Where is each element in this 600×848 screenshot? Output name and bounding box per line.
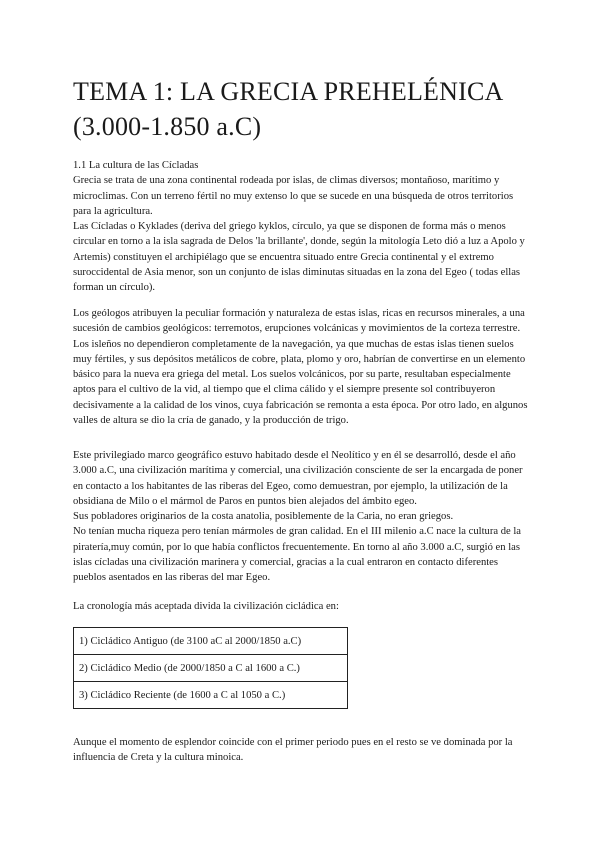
chronology-table: [73, 627, 348, 709]
paragraph: Sus pobladores originarios de la costa anatolia, posiblemente de la Caria, no eran griegos.: [73, 511, 454, 523]
table-cell: 3) Cicládico Reciente (de 1600 a C al 1050 a C.): [74, 682, 348, 709]
paragraph: Las Cícladas o Kyklades (deriva del griego kyklos, círculo, ya que se disponen de forma más o menos circular en torno a la isla sagrada de Delos 'la brillante', donde, según la mitología Leto dió a luz a Apolo y Artemis) constituyen el archipiélago que se encuentra situado entre Grecia continental y el extremo suroccidental de Asia menor, son un conjunto de islas diminutas situadas en la zona del Egeo ( todas ellas forman un círculo).: [73, 221, 525, 294]
page-title: TEMA 1: LA GRECIA PREHELÉNICA (3.000-1.850 a.C): [73, 77, 503, 141]
table-row: [74, 628, 348, 655]
geology-block: [73, 306, 531, 428]
table-cell: 2) Cicládico Medio (de 2000/1850 a C al 1600 a C.): [74, 655, 348, 682]
history-block: [73, 448, 531, 586]
table-row: [74, 682, 348, 709]
paragraph: Este privilegiado marco geográfico estuvo habitado desde el Neolítico y en él se desarrolló, desde el año 3.000 a.C, una civilización marítima y comercial, una civilización consciente de ser la encargada de poner en contacto a los habitantes de las riberas del Egeo, como demuestran, por ejemplo, la utilización de la obsidiana de Milo o el mármol de Paros en puntos bien alejados del ámbito egeo.: [73, 450, 523, 507]
closing-block: [73, 735, 531, 766]
paragraph: Aunque el momento de esplendor coincide con el primer periodo pues en el resto se ve dominada por la influencia de Creta y la cultura minoica.: [73, 737, 513, 764]
table-row: [74, 655, 348, 682]
paragraph: Los geólogos atribuyen la peculiar formación y naturaleza de estas islas, ricas en recursos minerales, a una sucesión de cambios geológicos: terremotos, erupciones volcánicas y movimientos de la corteza terrestre. Los isleños no dependieron completamente de la navegación, ya que muchas de estas islas tienen suelos muy fértiles, y sus depósitos metálicos de cobre, plata, plomo y oro, habrían de convertirse en un elemento básico para la nueva era griega del metal. Los suelos volcánicos, por su parte, resultaban especialmente aptos para el cultivo de la vid, al tiempo que el clima cálido y el siempre presente sol contribuyeron decisivamente a la calidad de los vinos, cuya fabricación se remonta a esta época. Por otro lado, en algunos valles de altura se dio la cría de ganado, y la producción de trigo.: [73, 308, 528, 427]
intro-block: [73, 158, 531, 296]
table-cell: 1) Cicládico Antiguo (de 3100 aC al 2000/1850 a.C): [74, 628, 348, 655]
paragraph: No tenían mucha riqueza pero tenían mármoles de gran calidad. En el III milenio a.C nace la cultura de la piratería,muy común, por lo que había conflictos frecuentemente. En torno al año 3.000 a.C, surgió en las islas cícladas una civilización marinera y comercial, gracias a la cual entraron en contacto diferentes pueblos asentados en las riberas del mar Egeo.: [73, 526, 521, 584]
paragraph: La cronología más aceptada divida la civilización cicládica en:: [73, 601, 339, 612]
section-heading: 1.1 La cultura de las Cícladas: [73, 160, 199, 171]
chronology-intro: [73, 599, 531, 614]
paragraph: Grecia se trata de una zona continental rodeada por islas, de climas diversos; montañoso, marítimo y microclimas. Con un terreno fértil no muy extenso lo que se sucede en una búsqueda de otros territorios para la agricultura.: [73, 175, 514, 217]
